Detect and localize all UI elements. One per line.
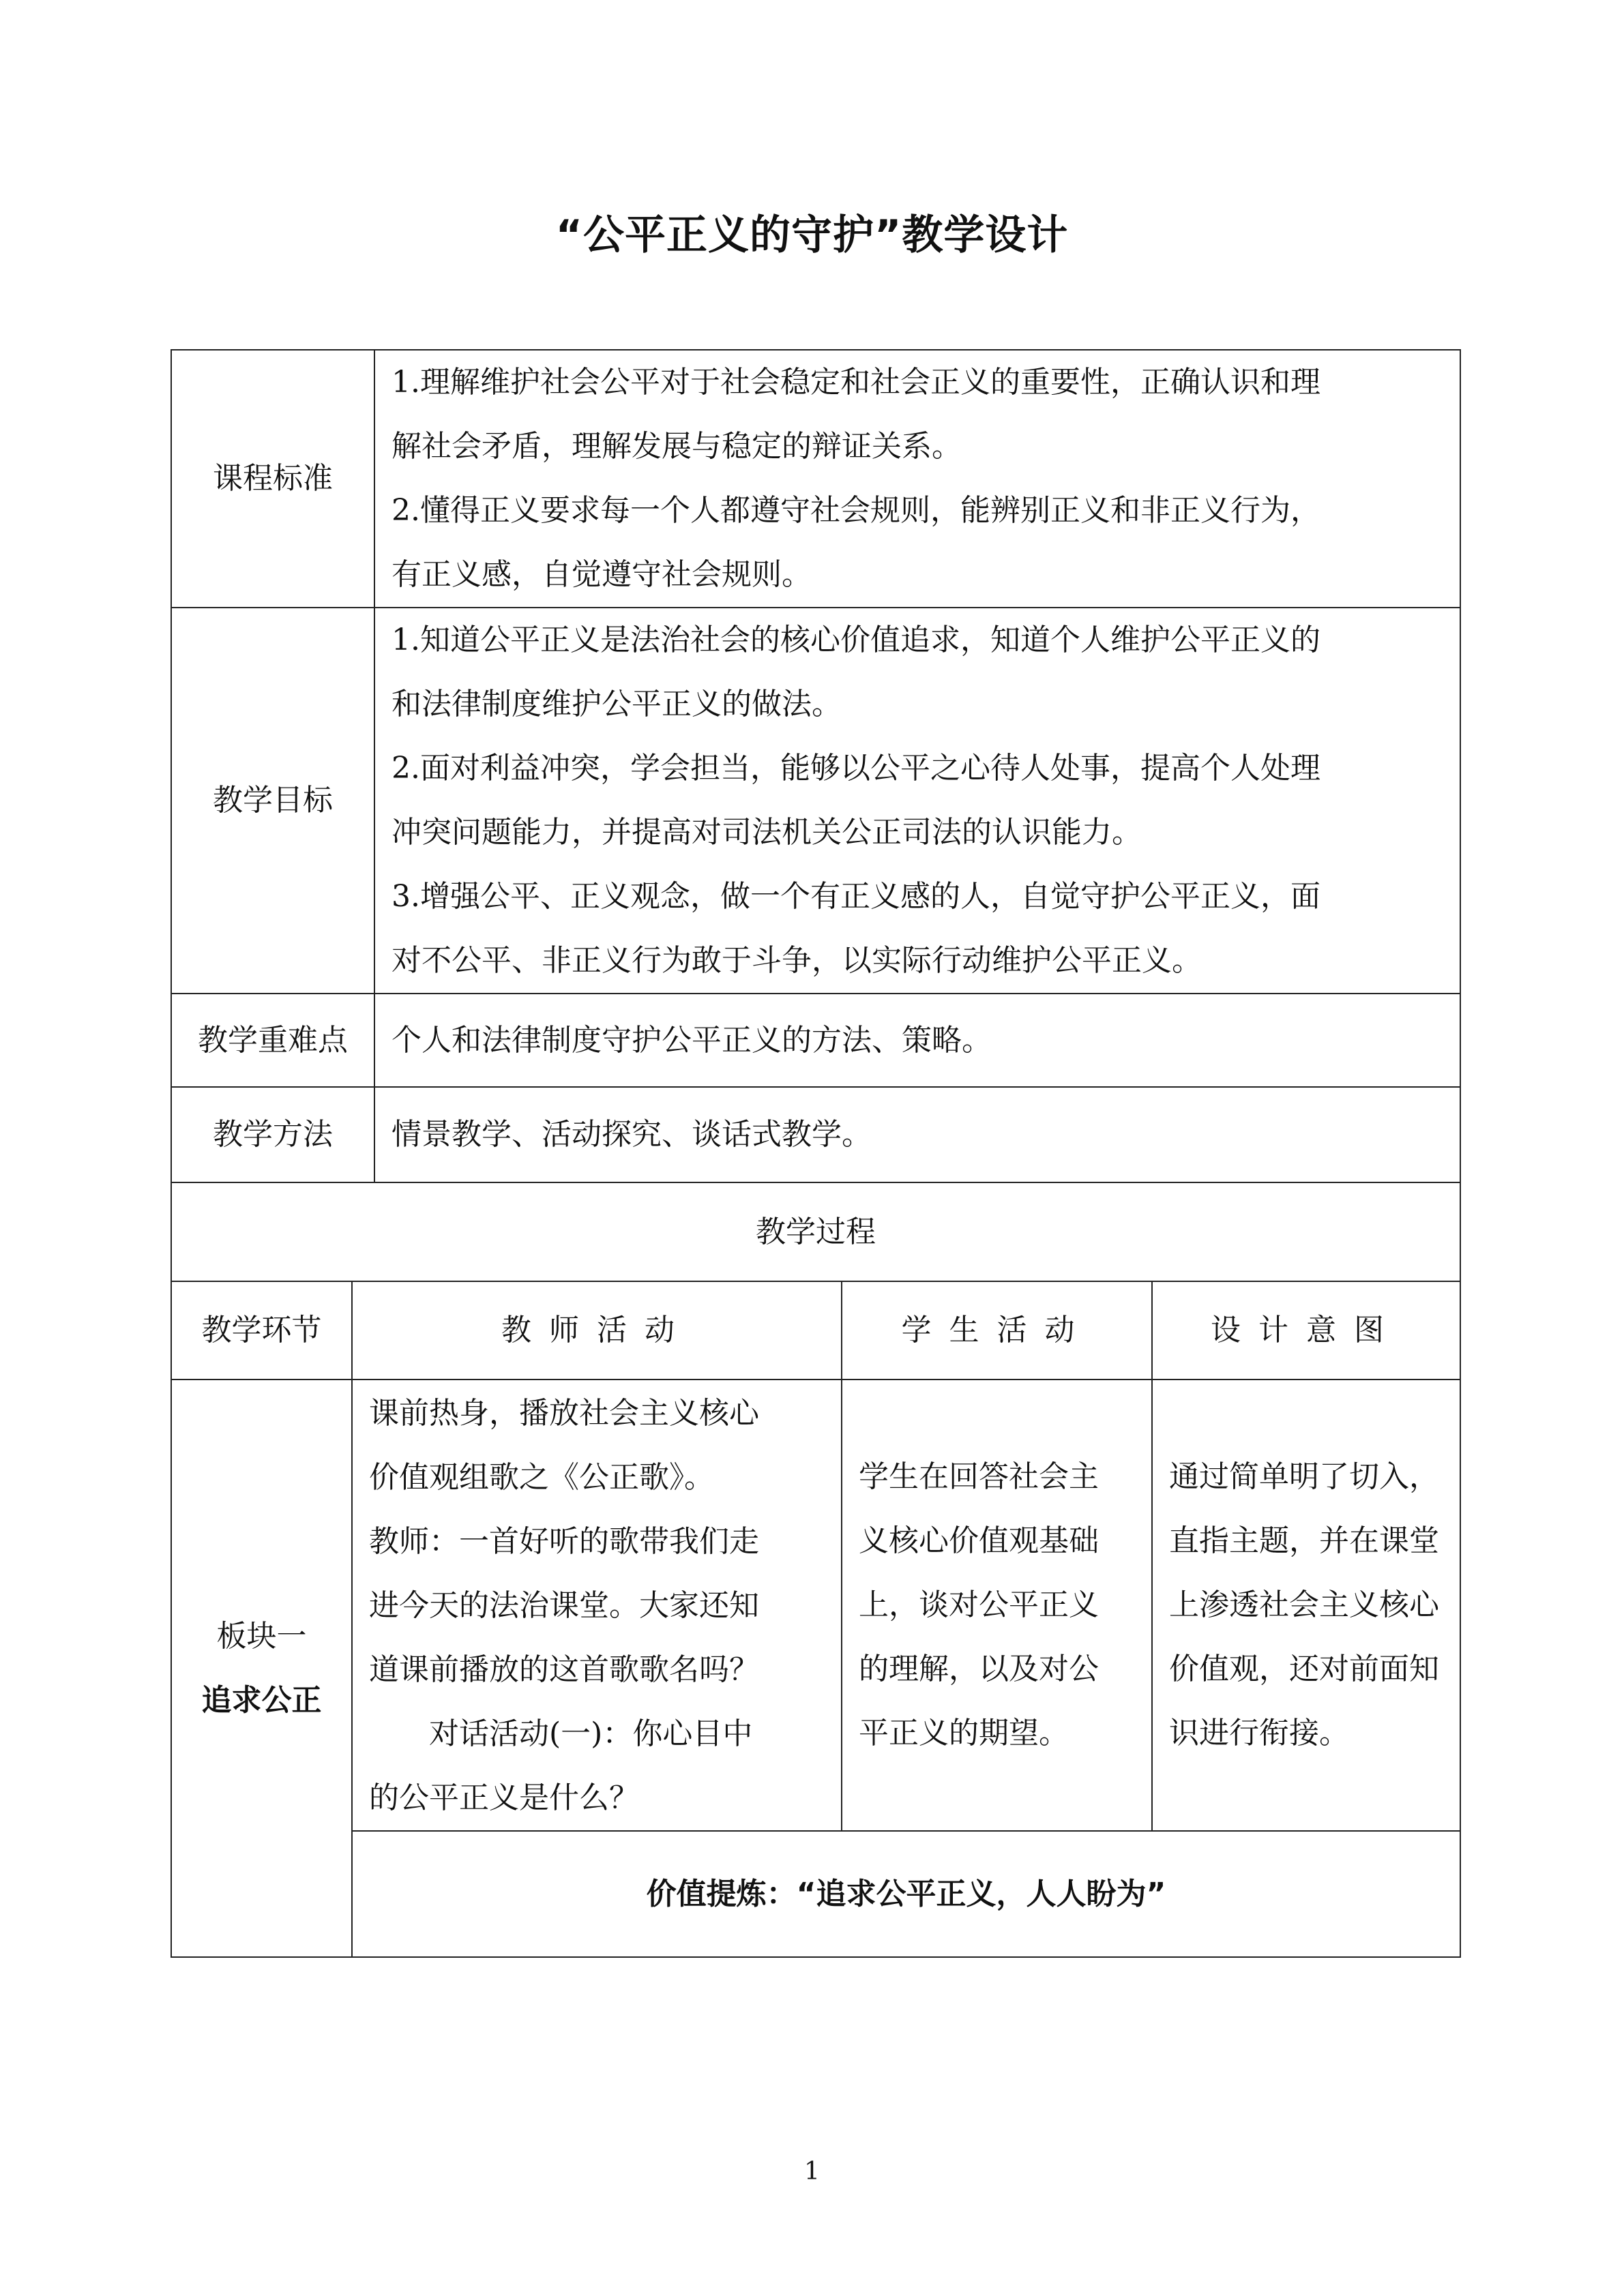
design-intent-content	[1152, 1380, 1460, 1831]
teaching-methods-content: 情景教学、活动探究、谈话式教学。	[374, 1087, 1460, 1182]
text-line: 2.懂得正义要求每一个人都遵守社会规则，能辨别正义和非正义行为，	[392, 493, 1320, 528]
row-teaching-process	[171, 1182, 1460, 1281]
text-line: 义核心价值观基础	[859, 1523, 1099, 1558]
course-standard-label: 课程标准	[171, 350, 374, 608]
key-points-content: 个人和法律制度守护公平正义的方法、策略。	[374, 994, 1460, 1087]
row-course-standard	[171, 350, 1460, 608]
header-design-intent: 设计意图	[1152, 1281, 1460, 1380]
teaching-process-heading: 教学过程	[171, 1182, 1460, 1281]
student-activity-content	[842, 1380, 1152, 1831]
row-key-difficult-points	[171, 994, 1460, 1087]
text-line: 2.面对利益冲突，学会担当，能够以公平之心待人处事，提高个人处理	[392, 751, 1320, 786]
text-line: 价值观组歌之《公正歌》。	[369, 1460, 714, 1495]
text-line: 学生在回答社会主	[859, 1459, 1099, 1494]
text-line: 解社会矛盾，理解发展与稳定的辩证关系。	[392, 429, 962, 464]
text-line: 的公平正义是什么？	[369, 1780, 639, 1815]
text-line: 进今天的法治课堂。大家还知	[369, 1588, 759, 1623]
key-points-label: 教学重难点	[171, 994, 374, 1087]
text-line: 价值观，还对前面知	[1169, 1652, 1439, 1686]
document-title: “公平正义的守护”教学设计	[555, 211, 1069, 259]
header-student-activity: 学生活动	[842, 1281, 1152, 1380]
text-line: 上，谈对公平正义	[859, 1587, 1099, 1622]
teaching-goals-label: 教学目标	[171, 608, 374, 994]
text-line: 道课前播放的这首歌歌名吗？	[369, 1652, 759, 1687]
value-summary: 价值提炼：“追求公平正义，人人盼为”	[352, 1831, 1460, 1957]
row-value-summary	[171, 1831, 1460, 1957]
text-line: 冲突问题能力，并提高对司法机关公正司法的认识能力。	[392, 815, 1142, 850]
text-line: 直指主题，并在课堂	[1169, 1523, 1439, 1558]
text-line: 课前热身，播放社会主义核心	[369, 1396, 759, 1431]
header-teacher-activity: 教师活动	[352, 1281, 842, 1380]
text-line: 3.增强公平、正义观念，做一个有正义感的人，自觉守护公平正义，面	[392, 879, 1320, 914]
text-line: 1.理解维护社会公平对于社会稳定和社会正义的重要性，正确认识和理	[392, 365, 1320, 400]
text-line: 1.知道公平正义是法治社会的核心价值追求，知道个人维护公平正义的	[392, 623, 1320, 657]
text-line: 识进行衔接。	[1169, 1716, 1349, 1750]
teaching-goals-content	[374, 608, 1460, 994]
row-process-headers	[171, 1281, 1460, 1380]
page-number: 1	[804, 2158, 820, 2186]
teacher-activity-content	[352, 1380, 842, 1831]
text-line: 教师：一首好听的歌带我们走	[369, 1524, 759, 1559]
header-stage: 教学环节	[171, 1281, 352, 1380]
block-name: 追求公正	[201, 1682, 322, 1718]
text-line: 有正义感，自觉遵守社会规则。	[392, 557, 812, 592]
text-line: 的理解，以及对公	[859, 1652, 1099, 1686]
row-teaching-methods	[171, 1087, 1460, 1182]
text-line: 通过简单明了切入，	[1169, 1459, 1439, 1494]
row-block-one	[171, 1380, 1460, 1831]
text-line: 平正义的期望。	[859, 1716, 1069, 1750]
row-teaching-goals	[171, 608, 1460, 994]
text-line: 和法律制度维护公平正义的做法。	[392, 687, 842, 721]
block-one-stage	[171, 1380, 352, 1957]
text-line: 上渗透社会主义核心	[1169, 1587, 1439, 1622]
block-label: 板块一	[216, 1618, 307, 1654]
course-standard-content	[374, 350, 1460, 608]
teaching-methods-label: 教学方法	[171, 1087, 374, 1182]
text-line: 对不公平、非正义行为敢于斗争，以实际行动维护公平正义。	[392, 943, 1202, 978]
lesson-plan-table	[171, 349, 1461, 1958]
text-line: 对话活动(一)：你心目中	[429, 1716, 753, 1751]
